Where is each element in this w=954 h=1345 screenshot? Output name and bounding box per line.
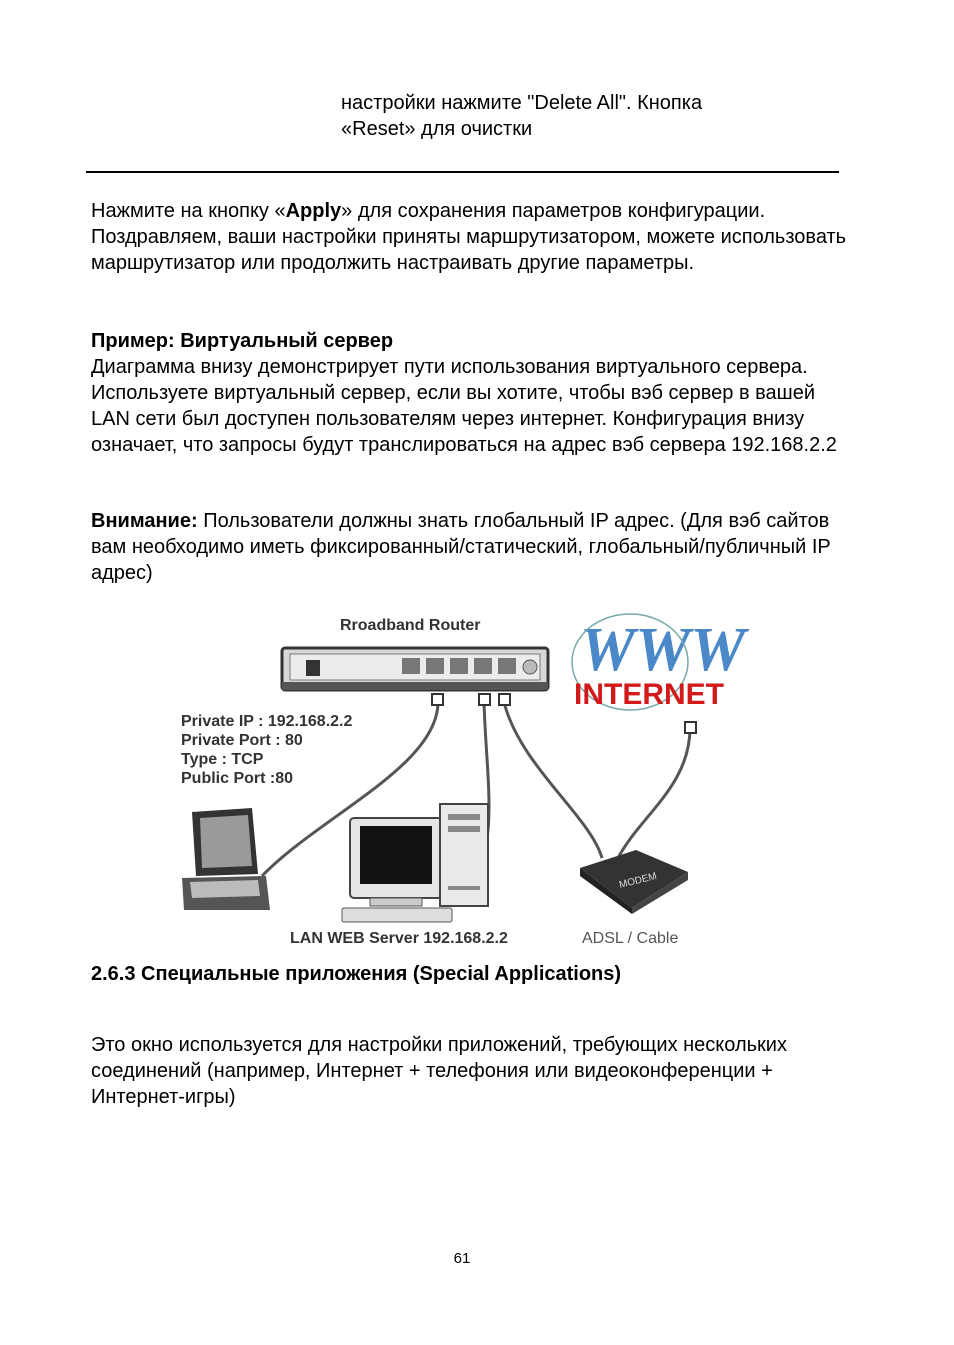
notice-label: Внимание: [91, 510, 198, 532]
laptop-icon [182, 808, 270, 910]
internet-label: INTERNET [574, 678, 724, 711]
section-heading: 2.6.3 Специальные приложения (Special Applications) [91, 963, 622, 985]
example-body: Диаграмма внизу демонстрирует пути использования виртуального сервера. Используете виртуальный сервер, если вы хотите, чтобы вэб сервер в вашей LAN сети был доступен пользователям через интернет. Конфигурация внизу означает, что запросы будут транслироваться на адрес вэб сервера 192.168.2.2 [91, 356, 837, 456]
example-section [91, 328, 851, 458]
special-apps-body: Это окно используется для настройки приложений, требующих нескольких соединений (например, Интернет + телефония или видеоконференции + Интернет-игры) [91, 1034, 787, 1108]
config-line: Public Port :80 [181, 770, 294, 787]
config-line: Private IP : 192.168.2.2 [181, 713, 353, 730]
virtual-server-config [181, 713, 352, 787]
www-icon: WWW [580, 616, 746, 684]
page-number: 61 [453, 1250, 471, 1267]
notice-paragraph [91, 508, 851, 586]
modem-label: MODEM [618, 870, 658, 891]
cable-internet-modem [618, 728, 690, 858]
cable-to-modem [504, 702, 602, 858]
example-heading: Пример: Виртуальный сервер [91, 330, 394, 352]
apply-paragraph: Нажмите на кнопку «Apply» для сохранения параметров конфигурации. Поздравляем, ваши настройки приняты маршрутизатором, можете использовать маршрутизатор или продолжить настраивать другие параметры. [91, 200, 847, 274]
modem-icon [580, 850, 688, 914]
apply-keyword: Apply [285, 200, 342, 222]
continuation-line-2: «Reset» для очистки [341, 118, 533, 140]
config-line: Private Port : 80 [181, 732, 303, 749]
continuation-text [341, 90, 702, 142]
virtual-server-diagram [170, 596, 770, 952]
continuation-line-1: настройки нажмите "Delete All". Кнопка [341, 92, 703, 114]
router-title: Rroadband Router [340, 617, 481, 634]
notice-body: Пользователи должны знать глобальный IP адрес. (Для вэб сайтов вам необходимо иметь фиксированный/статический, глобальный/публичный IP адрес) [91, 510, 831, 584]
server-caption: LAN WEB Server 192.168.2.2 [290, 930, 508, 947]
modem-caption: ADSL / Cable [582, 930, 679, 947]
divider-line [86, 171, 839, 173]
special-apps-section [91, 961, 851, 987]
router-device [282, 648, 548, 690]
internet-logo [572, 614, 749, 711]
config-line: Type : TCP [181, 751, 264, 768]
lan-web-server-icon [342, 804, 488, 922]
